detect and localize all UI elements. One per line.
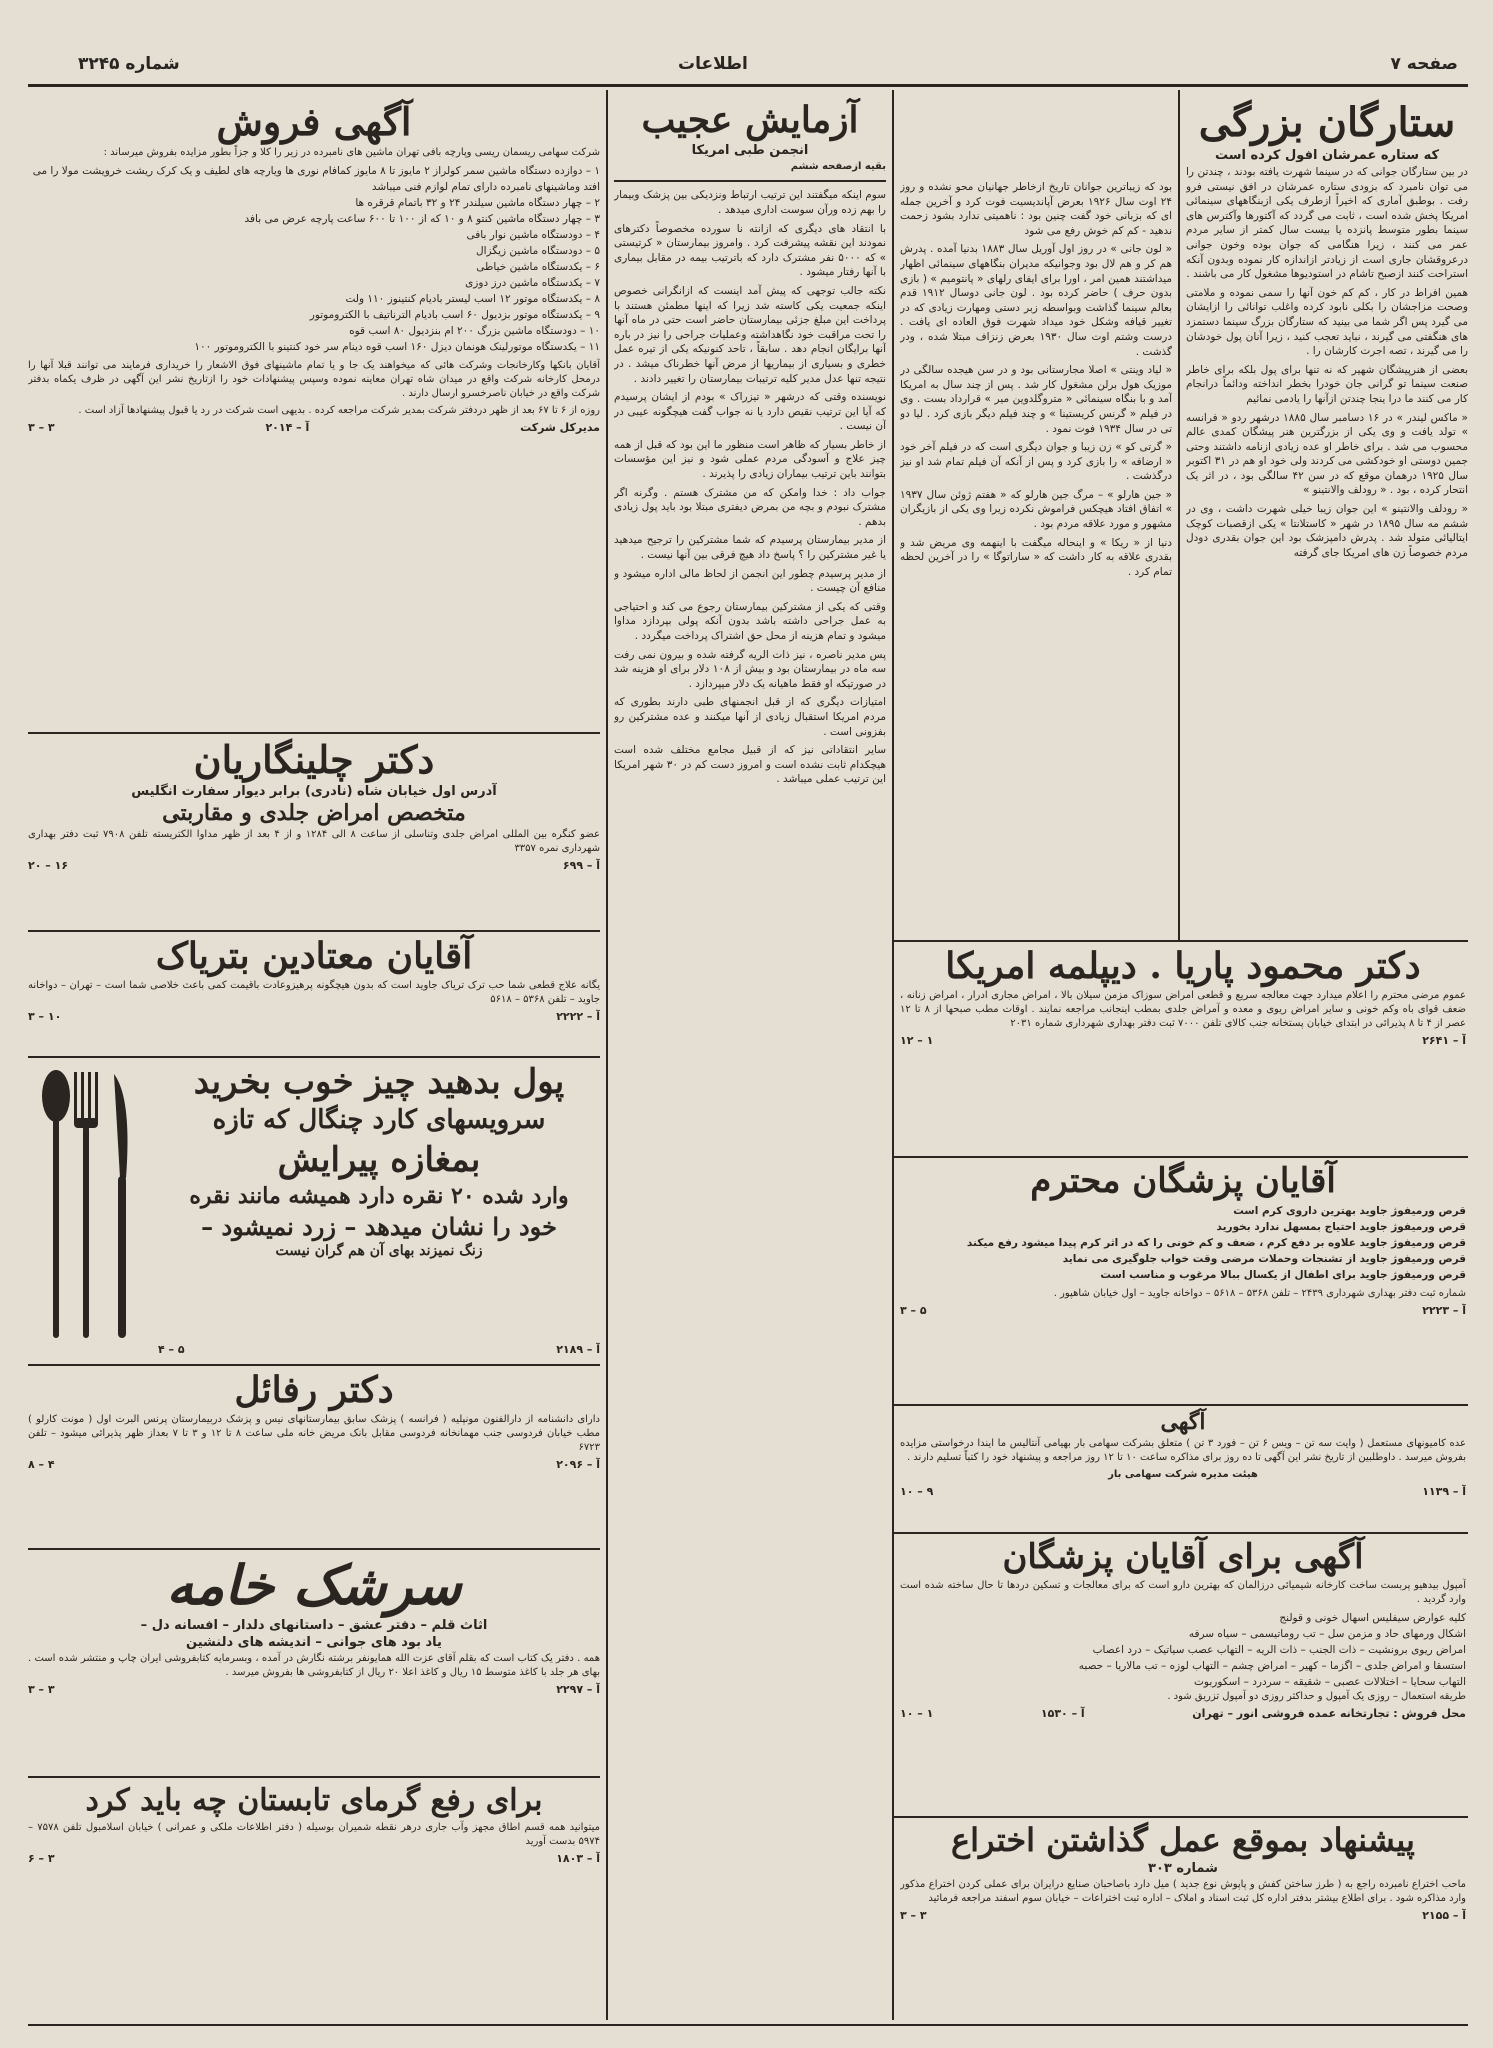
ad-lines: [900, 1203, 1466, 1283]
list-item: امراض ریوی برونشیت – ذات الجنب – ذات الریه – التهاب عصب سیاتیک – درد اعصاب: [1092, 1644, 1466, 1657]
paragraph: سایر انتقاداتی نیز که از قبیل مجامع مختلف شده است هیچکدام ثابت نشده است و امروز دست کم در ۳۰ شهر امریکا این ترتیب عملی میباشد .: [614, 744, 886, 786]
section-rule: [28, 930, 600, 932]
ad-number: شماره ۳۰۳: [1148, 1860, 1218, 1876]
continued-note: بقیه ازصفحه ششم: [790, 161, 886, 173]
column-rule: [892, 90, 894, 2020]
column-rule: [1178, 90, 1180, 940]
ad-code: ۵ – ۳: [900, 1304, 927, 1318]
section-rule: [28, 1056, 600, 1058]
ad-title: آقایان معتادین بتریاک: [155, 935, 473, 977]
article-subtitle: که ستاره عمرشان افول کرده است: [1214, 148, 1440, 163]
ad-code: آ – ۲۰۹۶: [556, 1458, 600, 1472]
ad-summer: [28, 1782, 600, 1922]
list-item: ۶ – یکدستگاه ماشین خیاطی: [476, 260, 600, 273]
ad-code: آ – ۱۱۳۹: [1422, 1485, 1466, 1499]
ad-line: زنگ نمیزند بهای آن هم گران نیست: [275, 1242, 483, 1259]
ad-patent: [900, 1820, 1466, 2020]
ad-text: همه . دفتر یک کتاب است که بقلم آقای عزت الله همایونفر برشته نگارش در آمده ، وبسرمایه کتابفروشی ایران چاپ و منتشر شده است . بهای هر جلد با کاغذ متوسط ۱۵ ریال و کاغذ اعلا ۲۰ ریال از کتابفروشی ها بفروش میرسد .: [28, 1653, 600, 1679]
paragraph: امتیازات دیگری که از قبل انجمنهای طبی دارند بطوری که مردم امریکا استقبال زیادی از آنها میکنند و عده مشترکین رو بفزونی است .: [614, 696, 886, 738]
ad-intro: شرکت سهامی ریسمان ریسی وپارچه بافی تهران ماشین های نامبرده در زیر را کلا و جزاً بطور مزایده بفروش میرساند :: [103, 146, 600, 158]
ad-hours: عضو کنگره بین المللی امراض جلدی وتناسلی از ساعت ۸ الی ۱۲۸۴ و از ۴ بعد از ظهر مداوا الکتریسته تلفن ۷۹۰۸ ثبت دفتر بهداری شهرداری نمره ۳۳۵۷: [28, 828, 600, 854]
list-item: کلیه عوارض سیفلیس اسهال خونی و قولنج: [1279, 1612, 1466, 1625]
paragraph: « گرتی کو » زن زیبا و جوان دیگری است که در فیلم آخر خود « ارضافه » را بازی کرد و پس از آنکه آن فیلم تمام شد او نیز درگذشت .: [900, 441, 1172, 483]
article-stars-cont: [900, 180, 1172, 1020]
column-rule: [606, 90, 608, 2020]
section-rule: [894, 1404, 1468, 1406]
ad-signature: هیئت مدیره شرکت سهامی بار: [1108, 1469, 1258, 1481]
ad-code: ۳ – ۳: [28, 1683, 55, 1697]
cutlery-illustration: [34, 1068, 144, 1348]
paragraph: « لون جانی » در روز اول آوریل سال ۱۸۸۳ بدنیا آمده . پدرش هم کر و هم لال بود وجوانیکه مدیران بنگاههای سینمائی اظهار میداشتند همین امر ، اورا برای ایفای رلهای « پانتومیم » ( بازی بدون حرف ) حاضر کرده بود . لون جانی دوسال ۱۹۱۲ قدم بعالم سینما گذاشت وبواسطه زبر دستی ومهارت زیادی که در تغییر قیافه وشکل خود میداد شهرت فوق العاده ای یافت . درست وشتم اوت سال ۱۹۳۰ بعرض زنزاف مبتلا شده ، ودر گذشت .: [900, 243, 1172, 358]
ad-code: آ – ۲۱۸۹: [556, 1343, 600, 1356]
ad-khameh: [28, 1552, 600, 1772]
issue-number: شماره ۳۲۴۵: [78, 54, 180, 74]
ad-line: خود را نشان میدهد – زرد نمیشود –: [201, 1211, 557, 1241]
page-header: [28, 54, 1468, 84]
ad-notice: [900, 1408, 1466, 1528]
ad-text: میتوانید همه قسم اطاق مجهز وآب جاری درهر نقطه شمیران بوسیله ( دفتر اطلاعات ملکی و عمرانی ) خیابان اسلامبول تلفن ۷۵۷۸ – ۵۹۷۴ بدست آورید: [28, 1821, 600, 1847]
ad-code: آ – ۲۲۹۷: [556, 1683, 600, 1697]
list-item: قرص ورمیفوژ جاوید بهترین داروی کرم است: [1233, 1205, 1466, 1218]
list-item: ۳ – چهار دستگاه ماشین کنتو ۸ و ۱۰ که از ۱۰۰ تا ۶۰۰ ساعت پارچه عرض می بافد: [244, 212, 600, 225]
ad-codes: [28, 1010, 600, 1023]
ad-code: ۱۶ – ۲۰: [28, 858, 69, 872]
ad-code: ۴ – ۸: [28, 1458, 55, 1472]
ad-code: آ – ۱۵۳۰: [1040, 1707, 1085, 1721]
ad-title: دکتر محمود پاریا . دیپلمه امریکا: [945, 945, 1421, 987]
section-rule: [28, 732, 600, 734]
ad-subtitle: اثاث قلم – دفتر عشق – داستانهای دلدار – افسانه دل –: [140, 1618, 488, 1634]
ad-title: آگهی فروش: [216, 99, 412, 144]
ad-pariya: [900, 944, 1466, 1154]
paragraph: نویسنده وقتی که درشهر « تیزراک » بودم از ایشان پرسیدم که آیا این ترتیب نقیص دارد یا نه جواب گفت هیچگونه عیبی در آن نیست .: [614, 391, 886, 433]
ad-codes: [28, 1458, 600, 1471]
paragraph: بعضی از هنرپیشگان شهیر که نه تنها برای پول بلکه برای خاطر صنعت سینما تو گرانی جان خودرا بخطر انداخته ودائماً درانجام کار می کنند ما درا ینجا چندتن ازآنها را یادمی نمائیم: [1186, 363, 1468, 405]
paragraph: « رودلف والانتینو » این جوان زیبا خیلی شهرت داشت ، وی در ششم مه سال ۱۸۹۵ در شهر « کاستلانتا » یکی ازقصبات کوچک ایتالیائی متولد شد . پدرش دامپزشک بود این جوان بقدری دودل مردم خصوصاً زن های امریکا جای گرفته: [1186, 503, 1468, 559]
paragraph: از خاطر بسیار که ظاهر است منظور ما این بود که قبل از همه چیز علاج و آسودگی مردم عملی شود و نیز این مؤسسات بتوانند باین ترتیب بیماران زیادی را پذیرند .: [614, 438, 886, 481]
ad-code: آ – ۶۹۹: [562, 858, 600, 872]
paragraph: با انتقاد های دیگری که ازانته نا سورده مخصوصاً دکترهای نمودند این نقشه پیشرفت کرد . وامروز بیمارستان « کرتیستی » که ۵۰۰۰ نفر مشترک دارد که باترتیب بیمه در مقابل بیماری با آنها رفتار میشود .: [614, 222, 886, 279]
ad-subtitle: یاد بود های جوانی – اندیشه های دلنشین: [186, 1635, 442, 1651]
ad-code: ۳ – ۳: [28, 420, 55, 434]
ad-codes: [900, 1034, 1466, 1047]
ad-codes: [28, 1852, 600, 1865]
indication-list: [900, 1610, 1466, 1690]
ad-pirayesh: [28, 1060, 600, 1360]
ad-code: آ – ۲۰۱۴: [265, 420, 310, 434]
ad-chelingarian: [28, 736, 600, 926]
ad-line: پول بدهید چیز خوب بخرید: [193, 1062, 565, 1102]
ad-text: عده کامیونهای مستعمل ( وایت سه تن – ویس ۶ تن – فورد ۳ تن ) متعلق بشرکت سهامی بار بهیامی آنتالیس ما ایندا درخواستی مزایده بفروش میرسد . داوطلبین از تاریخ نشر این آگهی تا ده روز برای مذاکره ساعت ۱۰ تا ۱۲ روز مراجعه و پیشنهاد خود را کتباً تسلیم دارند .: [900, 1438, 1466, 1464]
ad-footer: [900, 1707, 1466, 1720]
ad-codes: [28, 859, 600, 872]
ad-physicians: [900, 1536, 1466, 1812]
ad-address: شماره ثبت دفتر بهداری شهرداری ۲۴۳۹ – تلفن ۵۳۶۸ – ۵۶۱۸ – دواخانه جاوید – اول خیابان شاهپور .: [1053, 1288, 1466, 1300]
ad-body: روزه از ۶ تا ۶۷ بعد از ظهر دردفتر شرکت بمدیر شرکت مراجعه کرده . بدیهی است شرکت در رد یا قبول پیشنهادها آزاد است .: [78, 404, 600, 416]
ad-title: آقایان پزشگان محترم: [1030, 1161, 1336, 1201]
list-item: التهاب سحایا – اختلالات عصبی – شقیقه – سردرد – اسکوربوت: [1194, 1676, 1466, 1689]
ad-sale: [28, 98, 600, 728]
ad-code: آ – ۲۶۴۱: [1422, 1034, 1466, 1048]
ad-codes: [900, 1304, 1466, 1317]
list-item: ۷ – یکدستگاه ماشین درز دوزی: [465, 276, 600, 289]
ad-title: برای رفع گرمای تابستان چه باید کرد: [85, 1783, 543, 1818]
list-item: قرص ورمیفوژ جاوید علاوه بر دفع کرم ، ضعف و کم خونی را که در اثر کرم پیدا میشود رفع میکند: [966, 1237, 1466, 1250]
ad-line: وارد شده ۲۰ نقره دارد همیشه مانند نقره: [189, 1183, 569, 1210]
paragraph: سوم اینکه میگفتند این ترتیب ارتباط ونزدیکی بین پزشک وبیمار را بهم زده ورآن سوست اداری میدهد .: [614, 189, 886, 216]
section-rule: [894, 1156, 1468, 1158]
section-rule: [28, 1548, 600, 1550]
paragraph: نکته جالب توجهی که پیش آمد اینست که ازانگرانی خصوص اینکه جمعیت یکی کاسته شد زیرا که اینها مطمئن هستند با پرداخت این مبلغ جزئی بیمارستان حاضر است حتی در ماه آنها را تحت مراقبت خود نگاهداشته وعملیات جراحی را نیز در باره آنها برایگان انجام دهد . سابقاً ، تاحد کنونیکه یکی از تیره عمل خطری و بسیاری از بیماریها از مرض آنها خطرناک میشد . در نتیجه تنها عدل مدیر کلیه ترتیبات بیمارستان را تغییر دادند .: [614, 284, 886, 385]
ad-codes: [28, 1683, 600, 1696]
ad-title: دکتر چلینگاریان: [193, 737, 435, 782]
footer-rule: [28, 2024, 1468, 2026]
ad-body: آقایان بانکها وکارخانجات وشرکت هائی که میخواهند یک جا و یا تمام ماشینهای فوق الاشعار را خریداری فرمایند می توانند قبلا آنها را درمحل کارخانه شرکت واقع در میدان شاه تهران معاینه نموده وسپس پیشنهادات خود را ازتاریخ نشر این آگهی در ظرف یکماه بدفتر شرکت واقع در خیابان ناصرخسرو ارسال دارند .: [28, 359, 600, 399]
list-item: قرص ورمیفوژ جاوید احتیاج بمسهل ندارد بخورید: [1216, 1221, 1466, 1234]
paragraph: بود که زیباترین جوانان تاریخ ازخاطر جهانیان محو نشده و روز ۲۴ اوت سال ۱۹۲۶ بعرض آپاندیسیت فوت کرد و آخرین جمله ای که بزبانی خود گفت چنین بود : ناهمیتی ندارد بشود زحمت ندهید - کم کم خوش رفع می شود: [900, 181, 1172, 237]
section-rule: [28, 1364, 600, 1366]
paragraph: از مدیر بیمارستان پرسیدم که شما مشترکین را ترجیح میدهید یا غیر مشترکین را ؟ پاسخ داد هیچ فرقی بین آنها نیست .: [614, 534, 886, 562]
ad-line: سرویسهای کارد چنگال که تازه: [212, 1105, 546, 1136]
ad-code: ۵ – ۴: [158, 1343, 185, 1356]
paragraph: در بین ستارگان جوانی که در سینما شهرت یافته بودند ، چندتن را می توان نامبرد که بزودی ستاره عمرشان در افق نیستی فرو رفت . بوطبق آماری که اخیراً ازطرف یکی ازبنگاههای سینمائی امریکا پخش شده است ، ثابت می گردد که آکتورها وآکترس های سینما بطور متوسط پانزده یا بیست سال کمتر از سایر مردم عمر می کنند ، زیرا هنگامی که جوان بوده وخون جوانی درعروقشان جاری است از زیادتر ازاندازه کار نموده وبدون آنکه استراحت کنند ازصبح تاشام در استودیوها مشغول کار می باشند .: [1186, 166, 1468, 281]
section-rule: [894, 1816, 1468, 1818]
ad-footer: [28, 421, 600, 434]
item-list: [28, 163, 600, 355]
article-title: ستارگان بزرگی: [1198, 99, 1456, 146]
ad-codes: [900, 1909, 1466, 1922]
ad-code: ۳ – ۳: [900, 1908, 927, 1922]
article-title: آزمایش عجیب: [641, 99, 859, 141]
ad-text: دارای دانشنامه از دارالفنون مونپلیه ( فرانسه ) پزشک سابق بیمارستانهای نیس و پزشک دربیمارستان پرنس البرت اول ( مونت کارلو ) مطب خیابان فردوسی جنب مهمانخانه فردوسی مقابل بانک مریض خانه ملی ساعت ۸ تا ۱۲ و ۳ تا ۷ بعداز ظهر پذیرائی میشود – تلفن ۶۷۲۳: [28, 1414, 600, 1454]
ad-codes: [158, 1343, 600, 1356]
ad-addicts: [28, 934, 600, 1052]
ad-code: ۱۰ – ۳: [28, 1010, 62, 1024]
paragraph: « لیاد وینتی » اصلا مجارستانی بود و در سن هیجده سالگی در موزیک هول برلن مشغول کار شد . پس از چند سال به امریکا آمد و با بنگاه سینمائی « متروگلدوین میر » قرارداد بست . وی در فیلم « گرنس کریستینا » و چند فیلم دیگر بازی کرد . لیا دو تی در سال ۱۹۳۴ فوت نمود .: [900, 364, 1172, 435]
section-rule: [28, 1776, 600, 1778]
paragraph: « ماکس لیندر » در ۱۶ دسامبر سال ۱۸۸۵ درشهر ردو « فرانسه » تولد یافت و وی یکی از بزرگترین هنر پیشگان کمدی عالم محسوب می شد . برای خاطر او عده زیادی ازنامه داشتند وحتی جمین دوستی او خودکشی می کردند ولی خود او هم در ۳۱ اکتوبر سال ۱۹۲۵ درهمان موقع که در سن ۴۲ سالگی بود ، در اثر یک انتحار کرده ، بود . « رودلف والانتینو »: [1186, 411, 1468, 497]
ad-signature: مدیرکل شرکت: [520, 420, 600, 434]
paragraph: دنیا از « ریکا » و اینحاله میگفت با اینهمه وی مریض شد و بقدری علاقه به کار داشت که « ساراتوگا » را در آخرین لحظه تمام کرد .: [900, 536, 1172, 578]
newspaper-name: اطلاعات: [678, 54, 748, 74]
list-item: اشکال ورمهای حاد و مزمن سل – تب روماتیسمی – سیاه سرفه: [1188, 1628, 1466, 1641]
ad-store: محل فروش : تجارتخانه عمده فروشی انور – تهران: [1192, 1707, 1466, 1721]
section-rule: [894, 1532, 1468, 1534]
ad-code: آ – ۱۸۰۳: [556, 1851, 600, 1865]
paragraph: از مدیر پرسیدم چطور این انجمن از لحاظ مالی اداره میشود و منافع آن چیست .: [614, 567, 886, 595]
ad-title: سرشک خامه: [166, 1553, 462, 1617]
list-item: ۱۰ – دودستگاه ماشین بزرگ ۲۰۰ ام بنزدیول ۸۰ اسب قوه: [349, 324, 600, 337]
list-item: استسقا و امراض جلدی – اگزما – کهیر – امراض چشم – التهاب لوزه – تب مالاریا – حصبه: [1078, 1660, 1466, 1673]
ad-doctors: [900, 1160, 1466, 1400]
page-number: صفحه ۷: [1390, 54, 1458, 74]
list-item: ۲ – چهار دستگاه ماشین سیلندر ۲۴ و ۳۲ باتمام قرقره ها: [355, 196, 600, 209]
spoon-icon: [42, 1070, 70, 1122]
article-subtitle: انجمن طبی امریکا: [691, 143, 809, 159]
ad-title: پیشنهاد بموقع عمل گذاشتن اختراع: [951, 1821, 1415, 1859]
ad-text: ماحب اختراع نامبرده راجع به ( طرز ساختن کفش و پاپوش نوع جدید ) میل دارد باصاحبان صنایع درایران برای عملی کردن اختراع مذکور وارد مذاکره شود . برای اطلاع بیشتر بدفتر اداره کل ثبت اسناد و املاک – اداره ثبت اختراعات – خیابان سوم اسفند مراجعه فرمائید: [900, 1878, 1466, 1904]
divider: [614, 180, 886, 182]
ad-code: ۹ – ۱۰: [900, 1485, 934, 1499]
list-item: قرص ورمیفوژ جاوید برای اطفال از یکسال ببالا مرغوب و مناسب است: [1100, 1269, 1466, 1282]
article-experiment: [614, 98, 886, 2018]
paragraph: پس مدیر ناصره ، نیز ذات الریه گرفته شده و بیرون نمی رفت سه ماه در بیمارستان بود و بیش از ۱۰۸ دلار برای او هزینه شد در صورتیکه او فقط ماهیانه یک دلار میپردازد .: [614, 648, 886, 690]
paragraph: همین افراط در کار ، کم کم خون آنها را سمی نموده و ملامتی وصحت مزاجشان را بکلی نابود کرده واغلب توانائی را ازایشان می گیرد پس اگر شما می بینید که ستارگان بزرگ سینما دستمزد های هنگفتی می گیرند ، نباید تعجب کنید ، زیرا آنان پول خودشان را می گیرند ، تصه اجرت کارشان را .: [1186, 286, 1468, 358]
ad-line: بمغازه پیرایش: [277, 1139, 481, 1180]
ad-text-block: [158, 1060, 600, 1260]
list-item: ۸ – یکدستگاه موتور ۱۲ اسب لیستر باديام کنتینوز ۱۱۰ ولت: [345, 292, 600, 305]
ad-code: آ – ۲۱۵۵: [1422, 1908, 1466, 1922]
list-item: قرص ورمیفوژ جاوید از تشنجات وحملات مرضی وقت خواب جلوگیری می نماید: [1062, 1253, 1466, 1266]
ad-text: یگانه علاج قطعی شما حب ترک تریاک جاوید است که بدون هیچگونه پرهیزوعادت باقیمت کمی باعث خلاصی شما است – تهران – دواخانه جاوید – تلفن ۵۳۶۸ – ۵۶۱۸: [28, 980, 600, 1006]
ad-specialty: متخصص امراض جلدی و مقاربتی: [162, 799, 466, 826]
ad-rafael: [28, 1368, 600, 1544]
list-item: ۵ – دودستگاه ماشین زیگزال: [475, 244, 600, 257]
paragraph: وقتی که یکی از مشترکین بیمارستان رجوع می کند و احتیاجی به عمل جراحی داشته باشد بدون آنکه پولی بپردازد مداوا میشود و تمام هزینه از محل حق اشتراک پرداخت میگردد .: [614, 600, 886, 643]
paragraph: جواب داد : خدا وامکن که من مشترک هستم . وگرنه اگر مشترک نبودم و بچه من بمرض دیفتری مبتلا بود باید پول زیادی بدهم .: [614, 486, 886, 528]
ad-intro: آمپول بیدهیو پربست ساخت کارخانه شیمیائی درزالمان که بهترین دارو است که برای معالجات و تسکین دردها تا حال ساخته شده است وارد گردید .: [900, 1580, 1466, 1606]
ad-text: عموم مرضی محترم را اعلام میدارد جهت معالجه سریع و قطعی امراض سوزاک مزمن سیلان بالا ، امراض مجاری ادرار ، امراض زنانه ، ضعف قوای باه وکم خونی و سایر امراض ریوی و معده و آمراض جلدی بمطب اینجانب مراجعه نمایند . اوقات مطب صبحها از ۸ تا ۱۲ عصر از ۴ تا ۸ پذیرائی در ابتدای خیابان پستخانه جنب کالای تلفن ۷۰۰۰ ثبت دفتر بهداری شهرداری شماره ۲۰۳۱: [900, 990, 1466, 1030]
newspaper-page: [28, 20, 1468, 2030]
header-rule: [28, 84, 1468, 87]
list-item: ۴ – دودستگاه ماشین نوار بافی: [466, 228, 600, 241]
ad-title: دکتر رفائل: [234, 1369, 394, 1411]
ad-title: آگهی: [1160, 1409, 1206, 1435]
ad-address: آدرس اول خیابان شاه (نادری) برابر دیوار سفارت انگلیس: [131, 783, 497, 799]
list-item: ۹ – یکدستگاه موتور بزدیول ۶۰ اسب باديام الترناتیف با الکتروموتور: [309, 308, 600, 321]
ad-code: آ – ۲۲۲۲: [556, 1010, 600, 1024]
ad-code: ۱ – ۱۲: [900, 1034, 934, 1048]
ad-code: ۳ – ۶: [28, 1851, 55, 1865]
article-stars: [1186, 98, 1468, 938]
list-item: ۱۱ – یکدستگاه موتورلینک هونمان دیزل ۱۶۰ اسب قوه دینام سر خود کنتینو با الکتروموتور ۱۰۰: [194, 340, 600, 353]
ad-title: آگهی برای آقایان پزشگان: [1002, 1537, 1364, 1577]
list-item: ۱ – دوازده دستگاه ماشین سمر کولراز ۲ مایوز تا ۸ مایوز کمافام نوری ها ویارچه های لطیف و یک کرک ریشت خرویشت مولا را می افتد وماشینهای نامبرده دارای تمام لوازم فنی میباشد: [32, 164, 600, 193]
ad-usage: طریقه استعمال – روزی یک آمپول و حداکثر روزی دو آمپول تزریق شود .: [1167, 1691, 1466, 1703]
ad-codes: [900, 1485, 1466, 1498]
ad-code: ۱ – ۱۰: [900, 1707, 934, 1721]
paragraph: « جین هارلو » – مرگ جین هارلو که « هفتم ژوئن سال ۱۹۳۷ » اتفاق افتاد هیچکس فراموش نکرده زیرا وی یکی از بازیگران مشهور و مورد علاقه مردم بود .: [900, 488, 1172, 531]
knife-icon: [114, 1074, 128, 1178]
ad-code: آ – ۲۲۲۳: [1422, 1304, 1466, 1318]
